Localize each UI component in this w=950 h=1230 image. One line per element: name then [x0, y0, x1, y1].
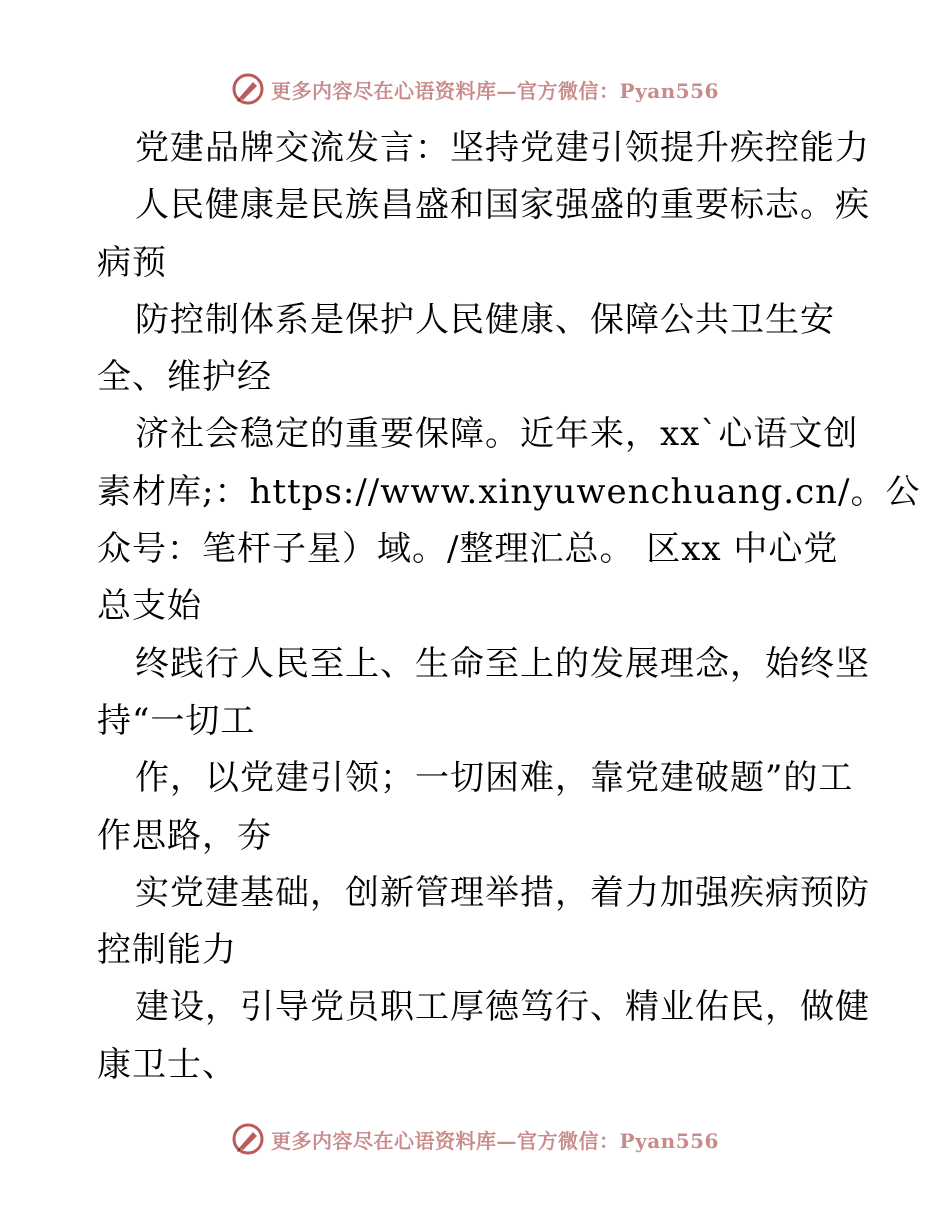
- text-line: 济社会稳定的重要保障。近年来，xx`心语文创: [135, 414, 859, 455]
- text-line: 防控制体系是保护人民健康、保障公共卫生安: [135, 299, 835, 340]
- text-line: 实党建基础，创新管理举措，着力加强疾病预防: [135, 872, 870, 913]
- document-body: [97, 120, 921, 1094]
- text-line: 病预: [97, 242, 167, 283]
- text-line: 素材库;：https://www.xinyuwenchuang.cn/。公: [97, 471, 921, 512]
- banner-text: 更多内容尽在心语资料库—官方微信：Pyan556: [271, 78, 719, 103]
- text-line: 党建品牌交流发言：坚持党建引领提升疾控能力: [135, 128, 870, 168]
- text-line: 康卫士、: [97, 1044, 237, 1085]
- text-line: 控制能力: [97, 930, 237, 971]
- page-header-banner: [0, 72, 950, 106]
- text-line: 建设，引导党员职工厚德笃行、精业佑民，做健: [135, 987, 870, 1028]
- text-line: 总支始: [97, 586, 202, 627]
- pen-logo-icon: [231, 1122, 265, 1156]
- text-line: 人民健康是民族昌盛和国家强盛的重要标志。疾: [135, 185, 870, 226]
- text-line: 持“一切工: [97, 700, 256, 741]
- text-line: 众号：笔杆子星）域。/整理汇总。 区xx 中心党: [97, 529, 839, 570]
- pen-logo-icon: [231, 72, 265, 106]
- text-line: 终践行人民至上、生命至上的发展理念，始终坚: [135, 643, 870, 684]
- text-line: 作思路，夯: [97, 815, 272, 856]
- text-line: 作，以党建引领；一切困难，靠党建破题”的工: [135, 758, 854, 799]
- text-line: 全、维护经: [97, 357, 272, 398]
- banner-text: 更多内容尽在心语资料库—官方微信：Pyan556: [271, 1128, 719, 1153]
- page-footer-banner: [0, 1122, 950, 1156]
